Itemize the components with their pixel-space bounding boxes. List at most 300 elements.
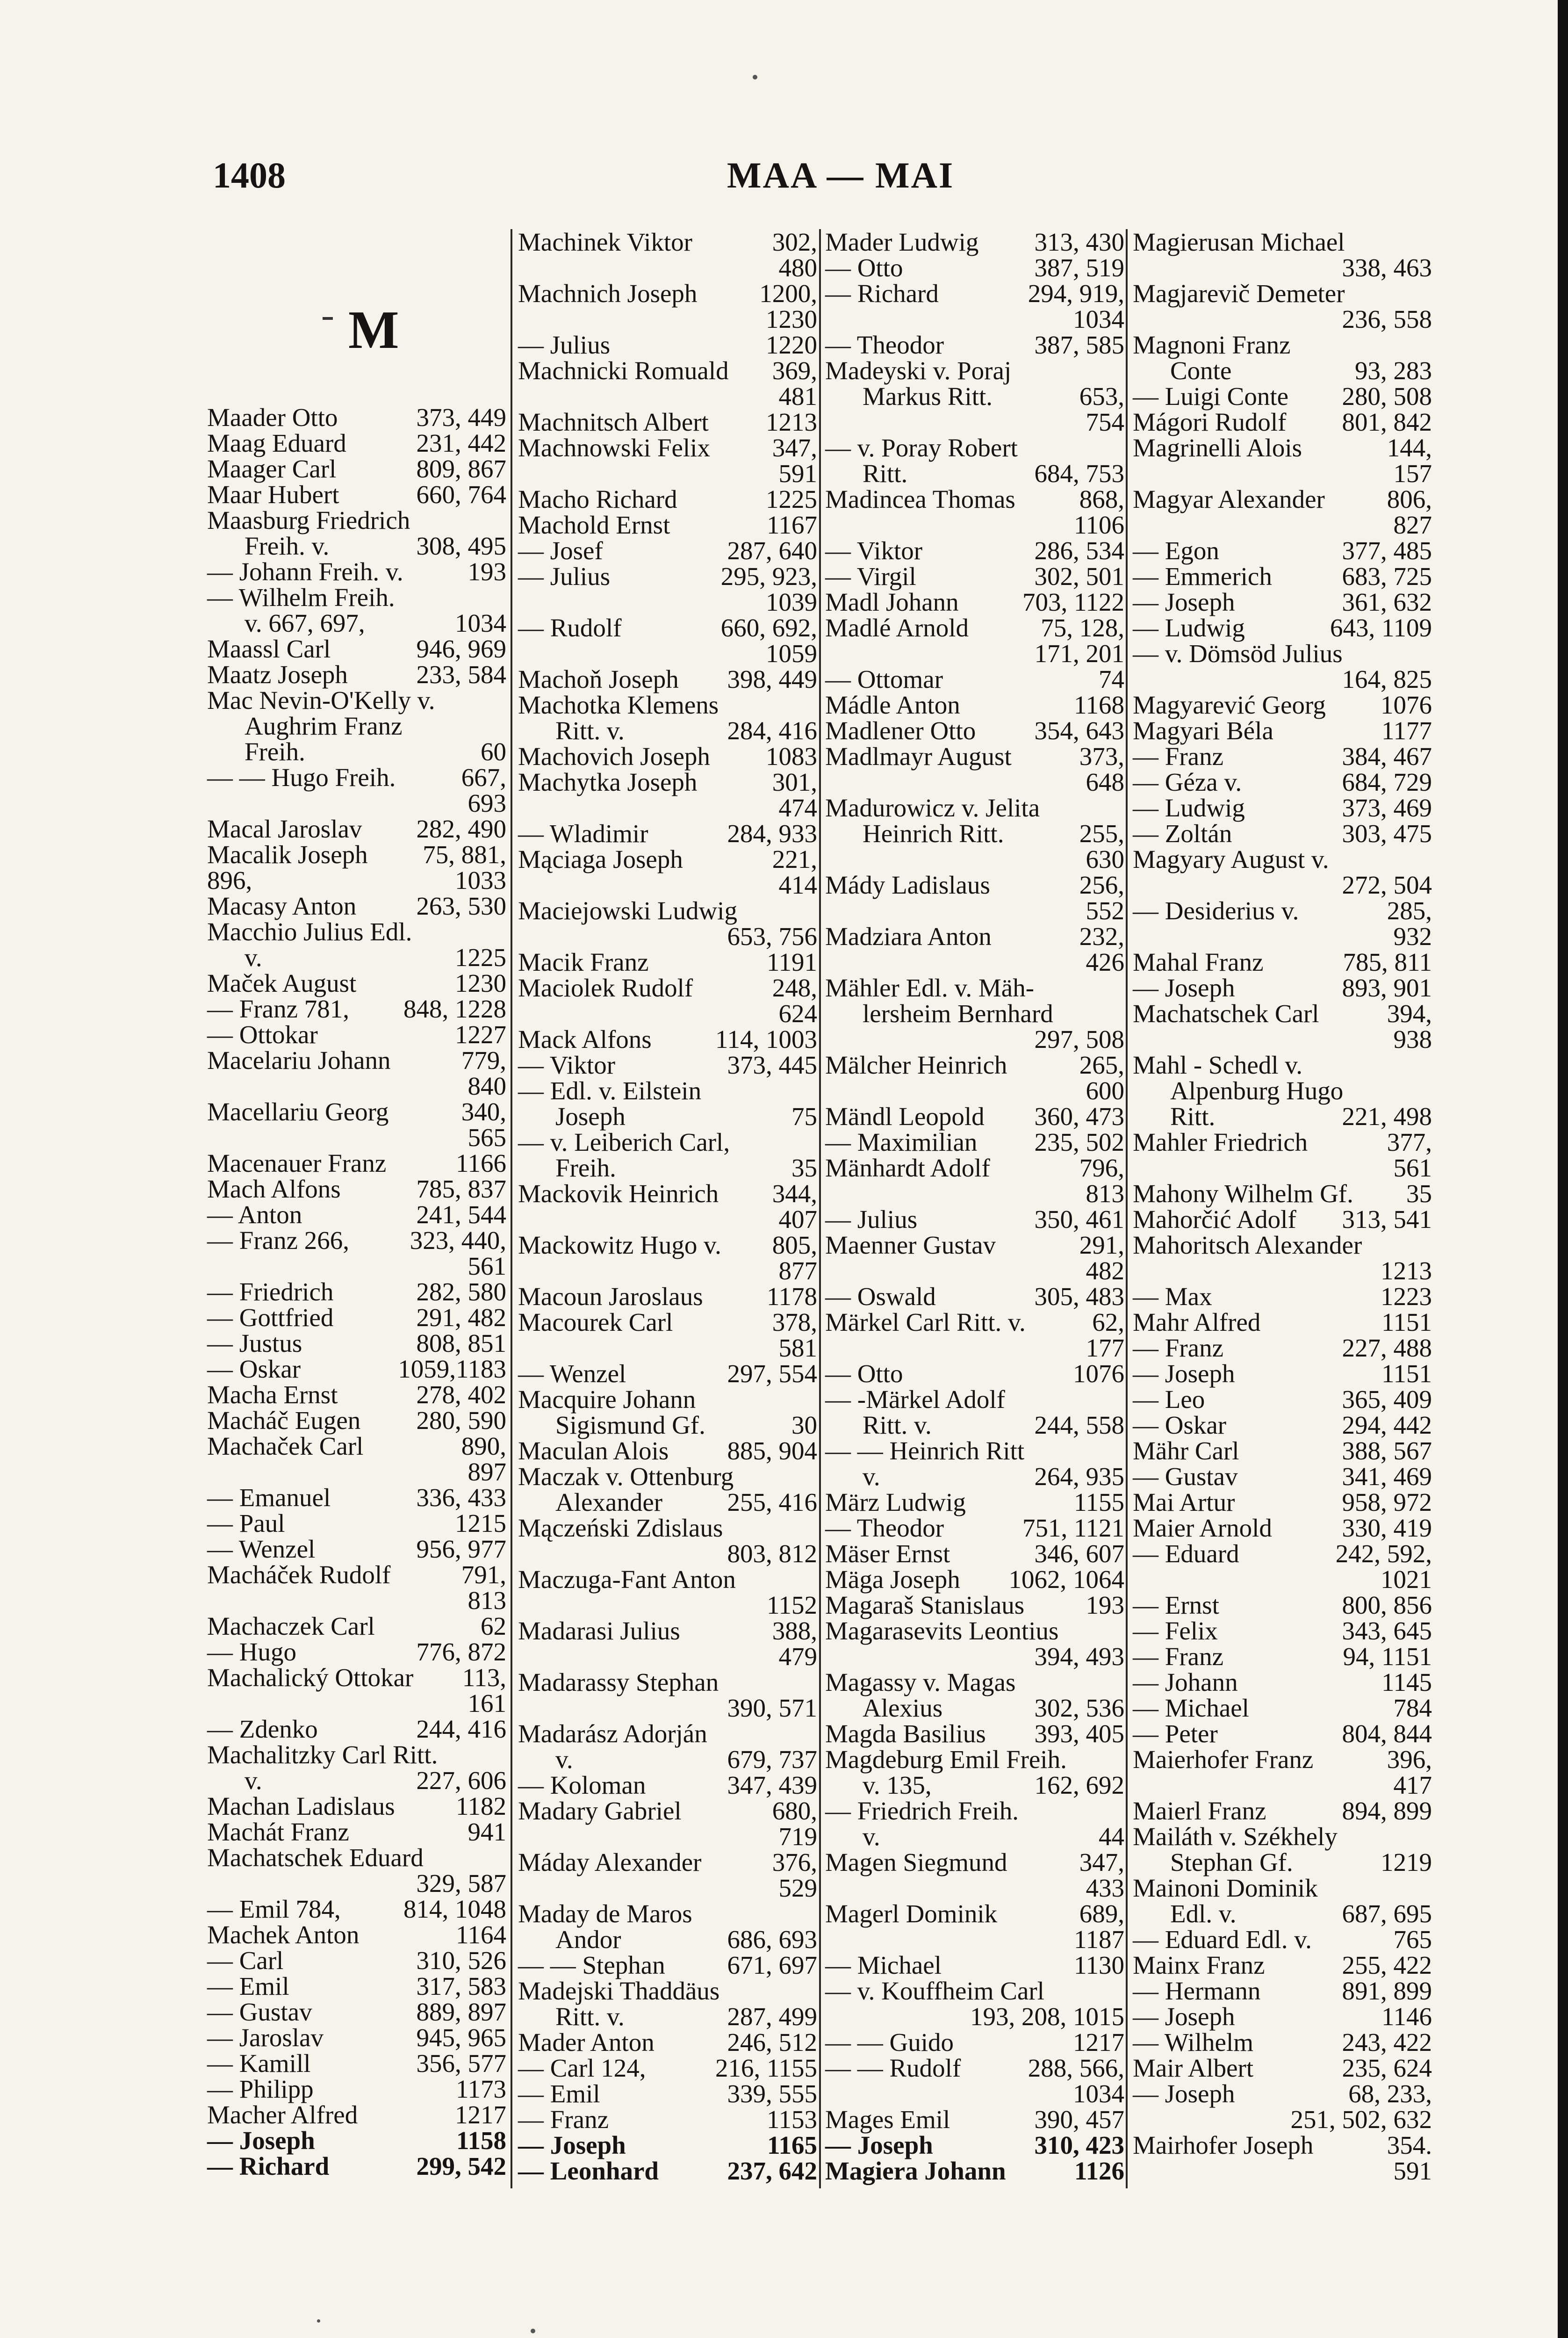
entry-name: Macal Jaroslav (207, 815, 362, 843)
entry-pages: 74 (1099, 665, 1124, 693)
entry-pages: 264, 935 (1034, 1462, 1124, 1491)
index-entry (207, 1973, 506, 1999)
index-entry (825, 1129, 1124, 1155)
entry-name: Maatz Joseph (207, 660, 348, 689)
index-entry (1133, 1258, 1432, 1284)
entry-pages: 263, 530 (416, 892, 506, 920)
index-entry (825, 975, 1124, 1001)
entry-pages: 255, 416 (727, 1488, 817, 1516)
entry-pages: 893, 901 (1342, 974, 1432, 1002)
index-entry (825, 2029, 1124, 2055)
entry-pages: 679, 737 (727, 1745, 817, 1774)
entry-pages: 805, (772, 1231, 817, 1259)
entry-name: Mackowitz Hugo v. (518, 1231, 721, 1259)
entry-pages: 630 (1086, 845, 1124, 873)
index-entry (825, 615, 1124, 641)
entry-pages: 932 (1393, 922, 1432, 951)
index-entry (518, 666, 817, 692)
entry-name: — Oskar (207, 1355, 301, 1383)
index-entry (207, 1845, 506, 1870)
index-entry (825, 538, 1124, 563)
index-entry (1133, 1026, 1432, 1052)
index-entry (207, 1793, 506, 1819)
index-entry (207, 1305, 506, 1330)
entry-pages: 433 (1086, 1874, 1124, 1902)
index-entry (1133, 1438, 1432, 1464)
entry-pages: 62 (481, 1612, 506, 1640)
entry-pages: 336, 433 (416, 1483, 506, 1512)
entry-name: Ritt. (863, 459, 908, 488)
entry-pages: 1034 (1073, 305, 1124, 333)
entry-name: Mader Ludwig (825, 228, 979, 256)
index-entry (1133, 2029, 1432, 2055)
entry-pages: 480 (778, 253, 817, 282)
entry-pages: 803, 812 (727, 1539, 817, 1568)
index-entry (207, 1330, 506, 1356)
index-entry (825, 281, 1124, 306)
index-entry (518, 1618, 817, 1644)
entry-name: Machytka Joseph (518, 768, 698, 796)
index-entry (1133, 2158, 1432, 2184)
entry-pages: 1158 (456, 2126, 506, 2155)
entry-name: Maczuga-Fant Anton (518, 1565, 736, 1594)
entry-pages: 1219 (1381, 1848, 1432, 1876)
entry-name: — Joseph (1133, 2002, 1235, 2031)
index-entry (207, 1510, 506, 1536)
index-entry (825, 332, 1124, 358)
entry-name: Machaček Carl (207, 1432, 364, 1460)
entry-name: Machatschek Eduard (207, 1843, 424, 1872)
index-entry (825, 1206, 1124, 1232)
index-entry (207, 1202, 506, 1227)
index-entry (207, 2128, 506, 2153)
index-entry (207, 1150, 506, 1176)
entry-pages: 1039 (766, 588, 817, 616)
index-entry (1133, 743, 1432, 769)
entry-name: Madincea Thomas (825, 485, 1015, 513)
entry-name: — Joseph (207, 2126, 315, 2155)
entry-pages: 343, 645 (1342, 1616, 1432, 1645)
entry-pages: 246, 512 (727, 2028, 817, 2057)
entry-name: — Luigi Conte (1133, 382, 1289, 411)
entry-pages: 361, 632 (1342, 588, 1432, 616)
entry-pages: 671, 697 (727, 1951, 817, 1979)
section-letter: M (348, 300, 399, 360)
entry-pages: 272, 504 (1342, 871, 1432, 899)
index-entry (518, 281, 817, 306)
entry-pages: 265, (1079, 1051, 1124, 1079)
index-entry (1133, 486, 1432, 512)
index-entry (1133, 2055, 1432, 2081)
entry-pages: 93, 283 (1355, 356, 1432, 385)
index-entry (1133, 1849, 1432, 1875)
entry-pages: 376, (772, 1848, 817, 1876)
entry-pages: 243, 422 (1342, 2028, 1432, 2057)
entry-pages: 310, 526 (416, 1946, 506, 1975)
entry-name: Macho Richard (518, 485, 677, 513)
entry-pages: 227, 606 (416, 1766, 506, 1795)
entry-name: Mahler Friedrich (1133, 1128, 1308, 1156)
entry-pages: 30 (791, 1411, 817, 1439)
entry-pages: 1034 (1073, 2079, 1124, 2108)
index-entry (518, 1206, 817, 1232)
index-entry (207, 713, 506, 739)
entry-pages: 360, 473 (1034, 1102, 1124, 1131)
entry-name: Macelariu Johann (207, 1046, 391, 1075)
entry-pages: 161 (468, 1689, 506, 1717)
index-entry (1133, 769, 1432, 795)
index-entry (825, 589, 1124, 615)
index-entry (207, 1588, 506, 1613)
index-entry (1133, 924, 1432, 949)
entry-pages: 958, 972 (1342, 1488, 1432, 1516)
index-entry (1133, 409, 1432, 435)
entry-pages: 1213 (1381, 1256, 1432, 1285)
entry-pages: 897 (468, 1458, 506, 1486)
index-entry (518, 1541, 817, 1566)
index-entry (518, 1232, 817, 1258)
entry-pages: 308, 495 (416, 532, 506, 560)
entry-name: Mádle Anton (825, 691, 960, 719)
entry-name: — v. Poray Robert (825, 433, 1018, 462)
entry-name: — Anton (207, 1200, 302, 1229)
entry-name: v. (245, 943, 262, 972)
index-entry (518, 2107, 817, 2132)
index-entry (825, 1824, 1124, 1849)
entry-pages: 779, (461, 1046, 506, 1075)
entry-pages: 561 (468, 1252, 506, 1280)
entry-name: Magjarevič Demeter (1133, 279, 1345, 308)
entry-pages: 162, 692 (1034, 1771, 1124, 1799)
entry-pages: 1021 (1381, 1565, 1432, 1594)
entry-pages: 1151 (1381, 1308, 1432, 1336)
index-entry (518, 2132, 817, 2158)
index-entry (518, 641, 817, 666)
entry-name: — Otto (825, 253, 903, 282)
column-rule (1126, 229, 1128, 2188)
entry-pages: 1083 (766, 742, 817, 771)
index-entry (825, 1849, 1124, 1875)
index-entry (825, 461, 1124, 486)
entry-name: — Johann Freih. v. (207, 557, 403, 586)
index-entry (825, 229, 1124, 255)
entry-name: — Franz 781, (207, 995, 349, 1023)
entry-name: Magerl Dominik (825, 1899, 998, 1928)
entry-pages: 956, 977 (416, 1535, 506, 1563)
entry-pages: 388, (772, 1616, 817, 1645)
index-entry (207, 1227, 506, 1253)
index-entry (207, 1459, 506, 1485)
index-entry (207, 1356, 506, 1382)
index-entry (207, 430, 506, 456)
index-entry (518, 1798, 817, 1824)
entry-name: — Ludwig (1133, 613, 1245, 642)
index-entry (825, 1309, 1124, 1335)
entry-name: Magyari Béla (1133, 716, 1273, 745)
index-entry (1133, 1284, 1432, 1309)
entry-pages: 356, 577 (416, 2049, 506, 2078)
entry-pages: 248, (772, 974, 817, 1002)
entry-name: — v. Leiberich Carl, (518, 1128, 730, 1156)
entry-name: Máday Alexander (518, 1848, 702, 1876)
entry-name: Macik Franz (518, 948, 649, 976)
entry-pages: 235, 502 (1034, 1128, 1124, 1156)
entry-name: Ritt. (1170, 1102, 1216, 1131)
index-entry (518, 1026, 817, 1052)
entry-pages: 1177 (1381, 716, 1432, 745)
entry-name: — Theodor (825, 331, 944, 359)
index-entry (518, 1875, 817, 1901)
index-entry (207, 765, 506, 790)
entry-pages: 282, 490 (416, 815, 506, 843)
index-entry (207, 1639, 506, 1665)
entry-pages: 1217 (1073, 2028, 1124, 2057)
entry-pages: 591 (1393, 2157, 1432, 2185)
index-entry (1133, 1155, 1432, 1181)
index-entry (207, 533, 506, 559)
entry-name: Mády Ladislaus (825, 871, 990, 899)
entry-pages: 177 (1086, 1334, 1124, 1362)
entry-name: — Otto (825, 1359, 903, 1388)
index-entry (207, 559, 506, 584)
index-entry (1133, 589, 1432, 615)
entry-pages: 529 (778, 1874, 817, 1902)
scan-speck (753, 75, 757, 79)
entry-pages: 354, 643 (1034, 716, 1124, 745)
index-entry (1133, 461, 1432, 486)
entry-pages: 801, 842 (1342, 408, 1432, 436)
index-entry (825, 1901, 1124, 1927)
index-entry (1133, 1309, 1432, 1335)
index-entry (825, 1798, 1124, 1824)
index-entry (825, 2107, 1124, 2132)
entry-pages: 945, 965 (416, 2023, 506, 2052)
index-entry (825, 1284, 1124, 1309)
index-entry (1133, 1206, 1432, 1232)
entry-name: Mąciaga Joseph (518, 845, 683, 873)
entry-pages: 378, (772, 1308, 817, 1336)
entry-name: Madeyski v. Poraj (825, 356, 1012, 385)
entry-pages: 1200, (759, 279, 817, 308)
entry-name: — Eduard (1133, 1539, 1239, 1568)
entry-name: — Desiderius v. (1133, 896, 1299, 925)
index-entry (207, 1125, 506, 1150)
entry-name: — Josef (518, 536, 603, 565)
entry-name: — Franz (1133, 1334, 1223, 1362)
entry-pages: 347, (1079, 1848, 1124, 1876)
entry-name: — Hermann (1133, 1977, 1261, 2005)
entry-name: — Gottfried (207, 1303, 334, 1332)
entry-name: — Wladimir (518, 819, 648, 848)
entry-pages: 754 (1086, 408, 1124, 436)
entry-pages: 256, (1079, 871, 1124, 899)
index-entry (207, 610, 506, 636)
entry-name: Machnitsch Albert (518, 408, 709, 436)
index-entry (825, 1438, 1124, 1464)
entry-pages: 94, 1151 (1343, 1642, 1432, 1671)
entry-pages: 287, 640 (727, 536, 817, 565)
entry-name: — Hugo (207, 1638, 296, 1666)
index-entry (518, 1309, 817, 1335)
entry-pages: 387, 585 (1034, 331, 1124, 359)
entry-name: — Wenzel (207, 1535, 316, 1563)
index-entry (518, 1412, 817, 1438)
index-entry (518, 2029, 817, 2055)
entry-pages: 1033 (455, 866, 506, 895)
entry-name: — Franz (1133, 1642, 1223, 1671)
entry-name: Machovich Joseph (518, 742, 710, 771)
entry-name: Mahal Franz (1133, 948, 1264, 976)
entry-name: Mader Anton (518, 2028, 655, 2057)
index-entry (207, 456, 506, 482)
index-column-4 (1133, 229, 1432, 2184)
entry-pages: 1164 (456, 1920, 506, 1949)
entry-name: — Ottokar (207, 1020, 318, 1049)
index-entry (1133, 358, 1432, 383)
entry-pages: 341, 469 (1342, 1462, 1432, 1491)
index-entry (1133, 306, 1432, 332)
entry-name: Mack Alfons (518, 1025, 652, 1054)
entry-pages: 791, (461, 1560, 506, 1589)
entry-pages: 231, 442 (416, 429, 506, 457)
entry-name: — Emil (518, 2079, 600, 2108)
index-entry (207, 1176, 506, 1202)
index-entry (1133, 538, 1432, 563)
entry-name: Aughrim Franz (245, 712, 403, 740)
entry-pages: 282, 580 (416, 1277, 506, 1306)
entry-name: — Jaroslav (207, 2023, 324, 2052)
entry-pages: 114, 1003 (715, 1025, 817, 1054)
index-entry (825, 409, 1124, 435)
entry-pages: 339, 555 (727, 2079, 817, 2108)
entry-name: Mackovik Heinrich (518, 1179, 719, 1208)
index-entry (1133, 949, 1432, 975)
index-entry (518, 795, 817, 821)
entry-pages: 653, (1079, 382, 1124, 411)
entry-pages: 686, 693 (727, 1925, 817, 1954)
entry-pages: 1076 (1073, 1359, 1124, 1388)
entry-name: Maier Arnold (1133, 1514, 1272, 1542)
entry-pages: 286, 534 (1034, 536, 1124, 565)
index-entry (207, 1485, 506, 1510)
entry-name: — Carl 124, (518, 2054, 646, 2082)
index-entry (825, 1232, 1124, 1258)
entry-pages: 1130 (1074, 1951, 1124, 1979)
entry-name: — Julius (825, 1205, 918, 1234)
entry-pages: 251, 502, 632 (1290, 2105, 1432, 2134)
page-header (208, 154, 1433, 206)
entry-pages: 891, 899 (1342, 1977, 1432, 2005)
entry-name: — Michael (825, 1951, 942, 1979)
entry-name: — Justus (207, 1329, 302, 1357)
index-entry (518, 1052, 817, 1078)
entry-name: — Virgil (825, 562, 916, 591)
entry-pages: 394, (1387, 999, 1432, 1028)
entry-pages: 35 (791, 1154, 817, 1182)
entry-pages: 1225 (766, 485, 817, 513)
entry-name: Maculan Alois (518, 1436, 669, 1465)
entry-pages: 813 (1086, 1179, 1124, 1208)
index-entry (1133, 872, 1432, 898)
entry-name: Macchio Julius Edl. (207, 917, 412, 946)
index-entry (518, 512, 817, 538)
entry-name: Macalik Joseph (207, 840, 368, 869)
entry-pages: 344, (772, 1179, 817, 1208)
entry-name: März Ludwig (825, 1488, 966, 1516)
entry-name: Machalitzky Carl Ritt. (207, 1740, 438, 1769)
entry-name: Mączeński Zdislaus (518, 1514, 723, 1542)
index-entry (207, 507, 506, 533)
entry-pages: 1146 (1381, 2002, 1432, 2031)
entry-pages: 1217 (455, 2100, 506, 2129)
entry-pages: 653, 756 (727, 922, 817, 951)
index-entry (518, 718, 817, 743)
entry-pages: 373, 445 (727, 1051, 817, 1079)
entry-name: — Eduard Edl. v. (1133, 1925, 1312, 1954)
index-entry (1133, 1515, 1432, 1541)
entry-name: Madurowicz v. Jelita (825, 794, 1040, 822)
entry-pages: 242, 592, (1335, 1539, 1432, 1568)
entry-name: Maček August (207, 969, 357, 997)
index-entry (825, 1592, 1124, 1618)
entry-pages: 1215 (455, 1509, 506, 1537)
entry-name: — Richard (207, 2152, 330, 2180)
index-entry (825, 743, 1124, 769)
index-entry (518, 486, 817, 512)
entry-name: Macoun Jaroslaus (518, 1282, 703, 1311)
entry-pages: 340, (461, 1097, 506, 1126)
entry-name: — Felix (1133, 1616, 1218, 1645)
index-entry (207, 404, 506, 430)
entry-pages: 75, 128, (1041, 613, 1124, 642)
entry-pages: 1153 (767, 2105, 817, 2134)
entry-name: Maag Eduard (207, 429, 346, 457)
entry-name: — Emil (207, 1972, 289, 2000)
entry-pages: 1220 (766, 331, 817, 359)
entry-name: Machold Ernst (518, 511, 670, 539)
entry-name: Alexander (555, 1488, 663, 1516)
entry-pages: 347, 439 (727, 1771, 817, 1799)
entry-name: — Wilhelm (1133, 2028, 1254, 2057)
entry-pages: 581 (778, 1334, 817, 1362)
entry-name: — Joseph (1133, 1359, 1235, 1388)
entry-pages: 687, 695 (1342, 1899, 1432, 1928)
entry-pages: 1059 (766, 639, 817, 668)
index-entry (518, 409, 817, 435)
entry-pages: 302, 501 (1034, 562, 1124, 591)
entry-pages: 684, 729 (1342, 768, 1432, 796)
index-entry (1133, 1644, 1432, 1669)
entry-pages: 414 (778, 871, 817, 899)
entry-pages: 157 (1393, 459, 1432, 488)
entry-pages: 294, 442 (1342, 1411, 1432, 1439)
entry-name: — Egon (1133, 536, 1219, 565)
entry-name: Mahl - Schedl v. (1133, 1051, 1303, 1079)
index-entry (518, 1592, 817, 1618)
entry-name: v. 135, (863, 1771, 932, 1799)
entry-name: — Kamill (207, 2049, 311, 2078)
entry-name: Mähr Carl (1133, 1436, 1239, 1465)
entry-pages: 800, 856 (1342, 1591, 1432, 1619)
index-entry (207, 996, 506, 1022)
entry-name: Macquire Johann (518, 1385, 696, 1414)
entry-pages: 809, 867 (416, 455, 506, 483)
entry-name: Ritt. v. (555, 716, 625, 745)
index-entry (207, 893, 506, 919)
entry-pages: 284, 416 (727, 716, 817, 745)
entry-pages: 233, 584 (416, 660, 506, 689)
index-entry (1133, 1798, 1432, 1824)
